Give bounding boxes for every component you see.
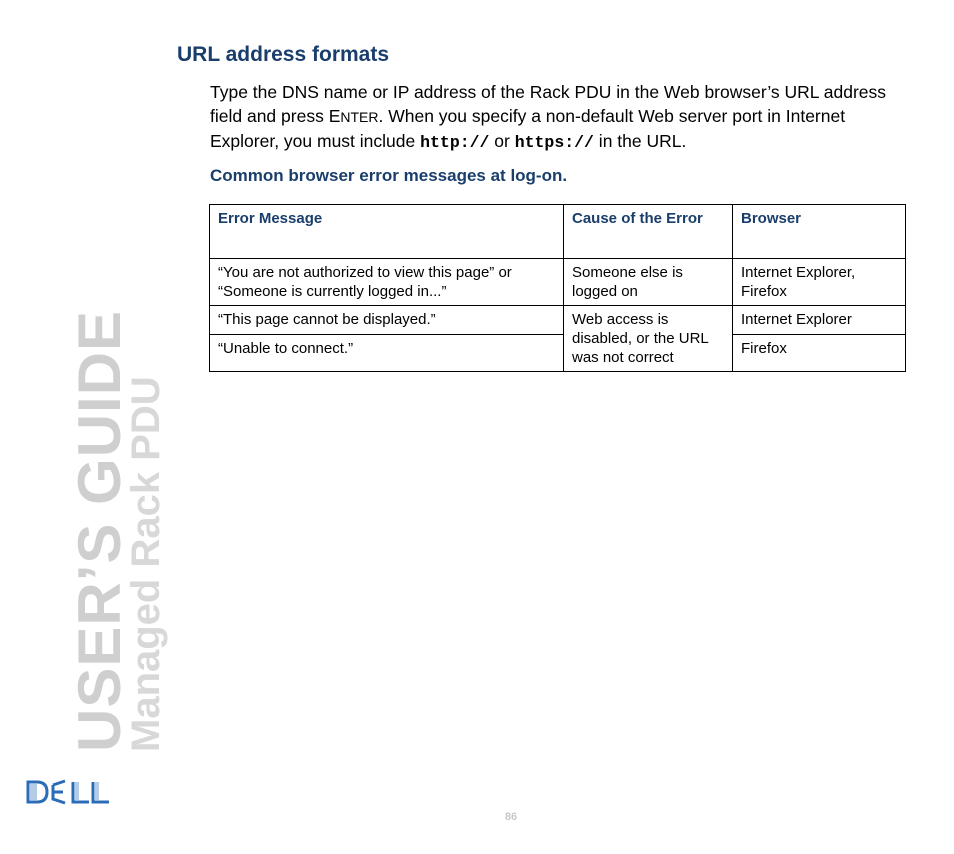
header-error-message: Error Message xyxy=(210,205,564,259)
error-message-cell: “Unable to connect.” xyxy=(210,335,564,372)
page-number: 86 xyxy=(504,811,518,823)
intro-text: or xyxy=(489,131,515,151)
enter-key-initial: E xyxy=(328,106,341,126)
intro-paragraph xyxy=(210,80,910,155)
dell-logo-icon xyxy=(25,778,111,806)
table-header-row xyxy=(210,205,906,259)
error-messages-table xyxy=(209,204,906,372)
table-row xyxy=(210,306,906,335)
table-caption: Common browser error messages at log-on. xyxy=(210,166,568,185)
table-row xyxy=(210,259,906,306)
browser-cell: Internet Explorer xyxy=(733,306,906,335)
error-message-cell xyxy=(210,259,564,306)
users-guide-watermark: USER’S GUIDE xyxy=(66,309,133,752)
code-http: http:// xyxy=(420,133,490,152)
intro-text: in the URL. xyxy=(593,131,687,151)
header-cause: Cause of the Error xyxy=(564,205,733,259)
intro-text: Type the DNS name or IP address of the Rack PDU in the Web browser’s URL address field and press xyxy=(210,82,887,126)
intro-text: . When you specify a non-default Web server port in Internet Explorer, you must include xyxy=(210,106,846,151)
message-line: “You are not authorized to view this page” or xyxy=(218,264,512,281)
cause-cell: Someone else is logged on xyxy=(564,259,733,306)
browser-cell: Firefox xyxy=(733,335,906,372)
error-message-cell: “This page cannot be displayed.” xyxy=(210,306,564,335)
message-line: “Someone is currently logged in...” xyxy=(218,283,447,300)
header-browser: Browser xyxy=(733,205,906,259)
section-title: URL address formats xyxy=(177,43,390,66)
code-https: https:// xyxy=(514,133,594,152)
product-name-watermark: Managed Rack PDU xyxy=(124,376,168,752)
browser-cell: Internet Explorer, Firefox xyxy=(733,259,906,306)
table-row xyxy=(210,335,906,372)
enter-key-rest: NTER xyxy=(340,109,379,125)
cause-cell: Web access is disabled, or the URL was not correct xyxy=(564,306,733,372)
dell-logo xyxy=(25,778,111,811)
